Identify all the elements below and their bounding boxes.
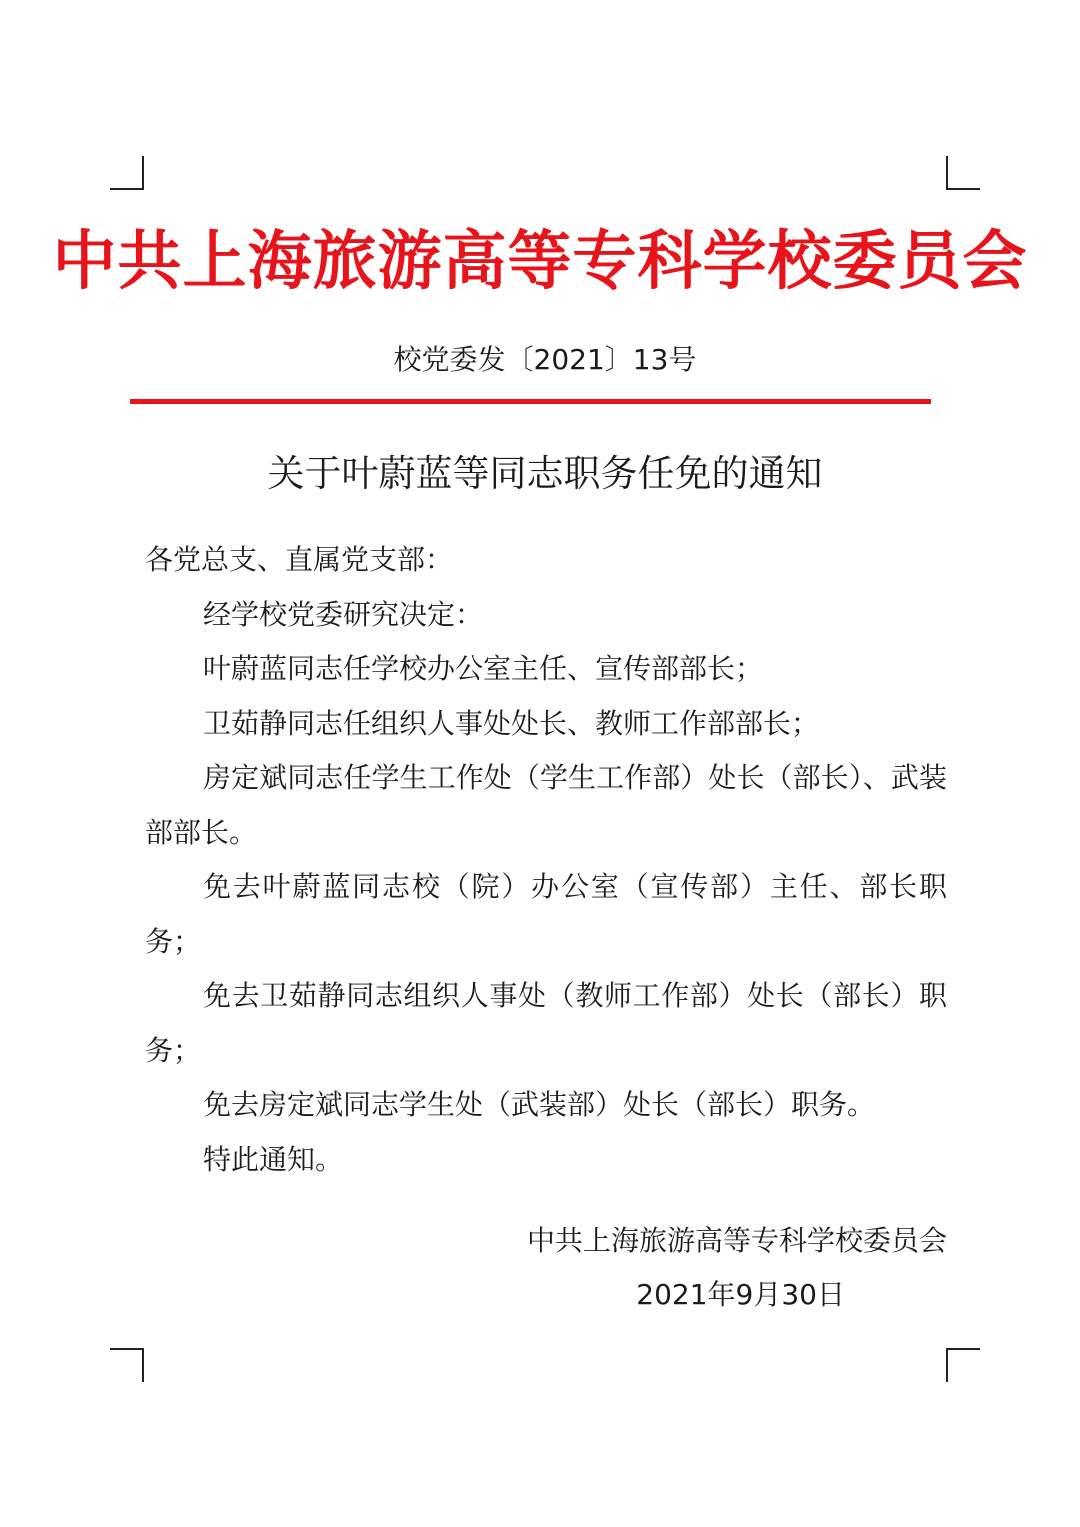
paragraph-decision: 经学校党委研究决定： <box>203 597 484 631</box>
crop-mark-top-right <box>946 156 980 190</box>
notice-body <box>145 533 947 1187</box>
red-divider-line <box>130 399 931 404</box>
paragraph-appointment-1: 叶蔚蓝同志任学校办公室主任、宣传部部长； <box>203 652 764 685</box>
paragraph-removal-3: 免去房定斌同志学生处（武装部）处长（部长）职务。 <box>203 1088 876 1121</box>
paragraph-removal-2: 免去卫茹静同志组织人事处（教师工作部）处长（部长）职务； <box>145 979 947 1067</box>
salutation: 各党总支、直属党支部： <box>145 543 454 576</box>
crop-mark-bottom-left <box>110 1348 144 1382</box>
notice-title: 关于叶蔚蓝等同志职务任免的通知 <box>267 452 823 495</box>
signature-date: 2021年9月30日 <box>636 1278 845 1311</box>
crop-mark-top-left <box>110 156 144 190</box>
paragraph-removal-1: 免去叶蔚蓝同志校（院）办公室（宣传部）主任、部长职务； <box>145 870 947 958</box>
paragraph-appointment-2: 卫茹静同志任组织人事处处长、教师工作部部长； <box>203 706 820 740</box>
paragraph-appointment-3: 房定斌同志任学生工作处（学生工作部）处长（部长）、武装部部长。 <box>145 761 947 849</box>
issuing-organization-header: 中共上海旅游高等专科学校委员会 <box>52 225 1028 299</box>
crop-mark-bottom-right <box>946 1348 980 1382</box>
document-number: 校党委发〔2021〕13号 <box>393 343 697 376</box>
paragraph-closing: 特此通知。 <box>203 1142 344 1176</box>
signature-issuer: 中共上海旅游高等专科学校委员会 <box>526 1224 947 1257</box>
